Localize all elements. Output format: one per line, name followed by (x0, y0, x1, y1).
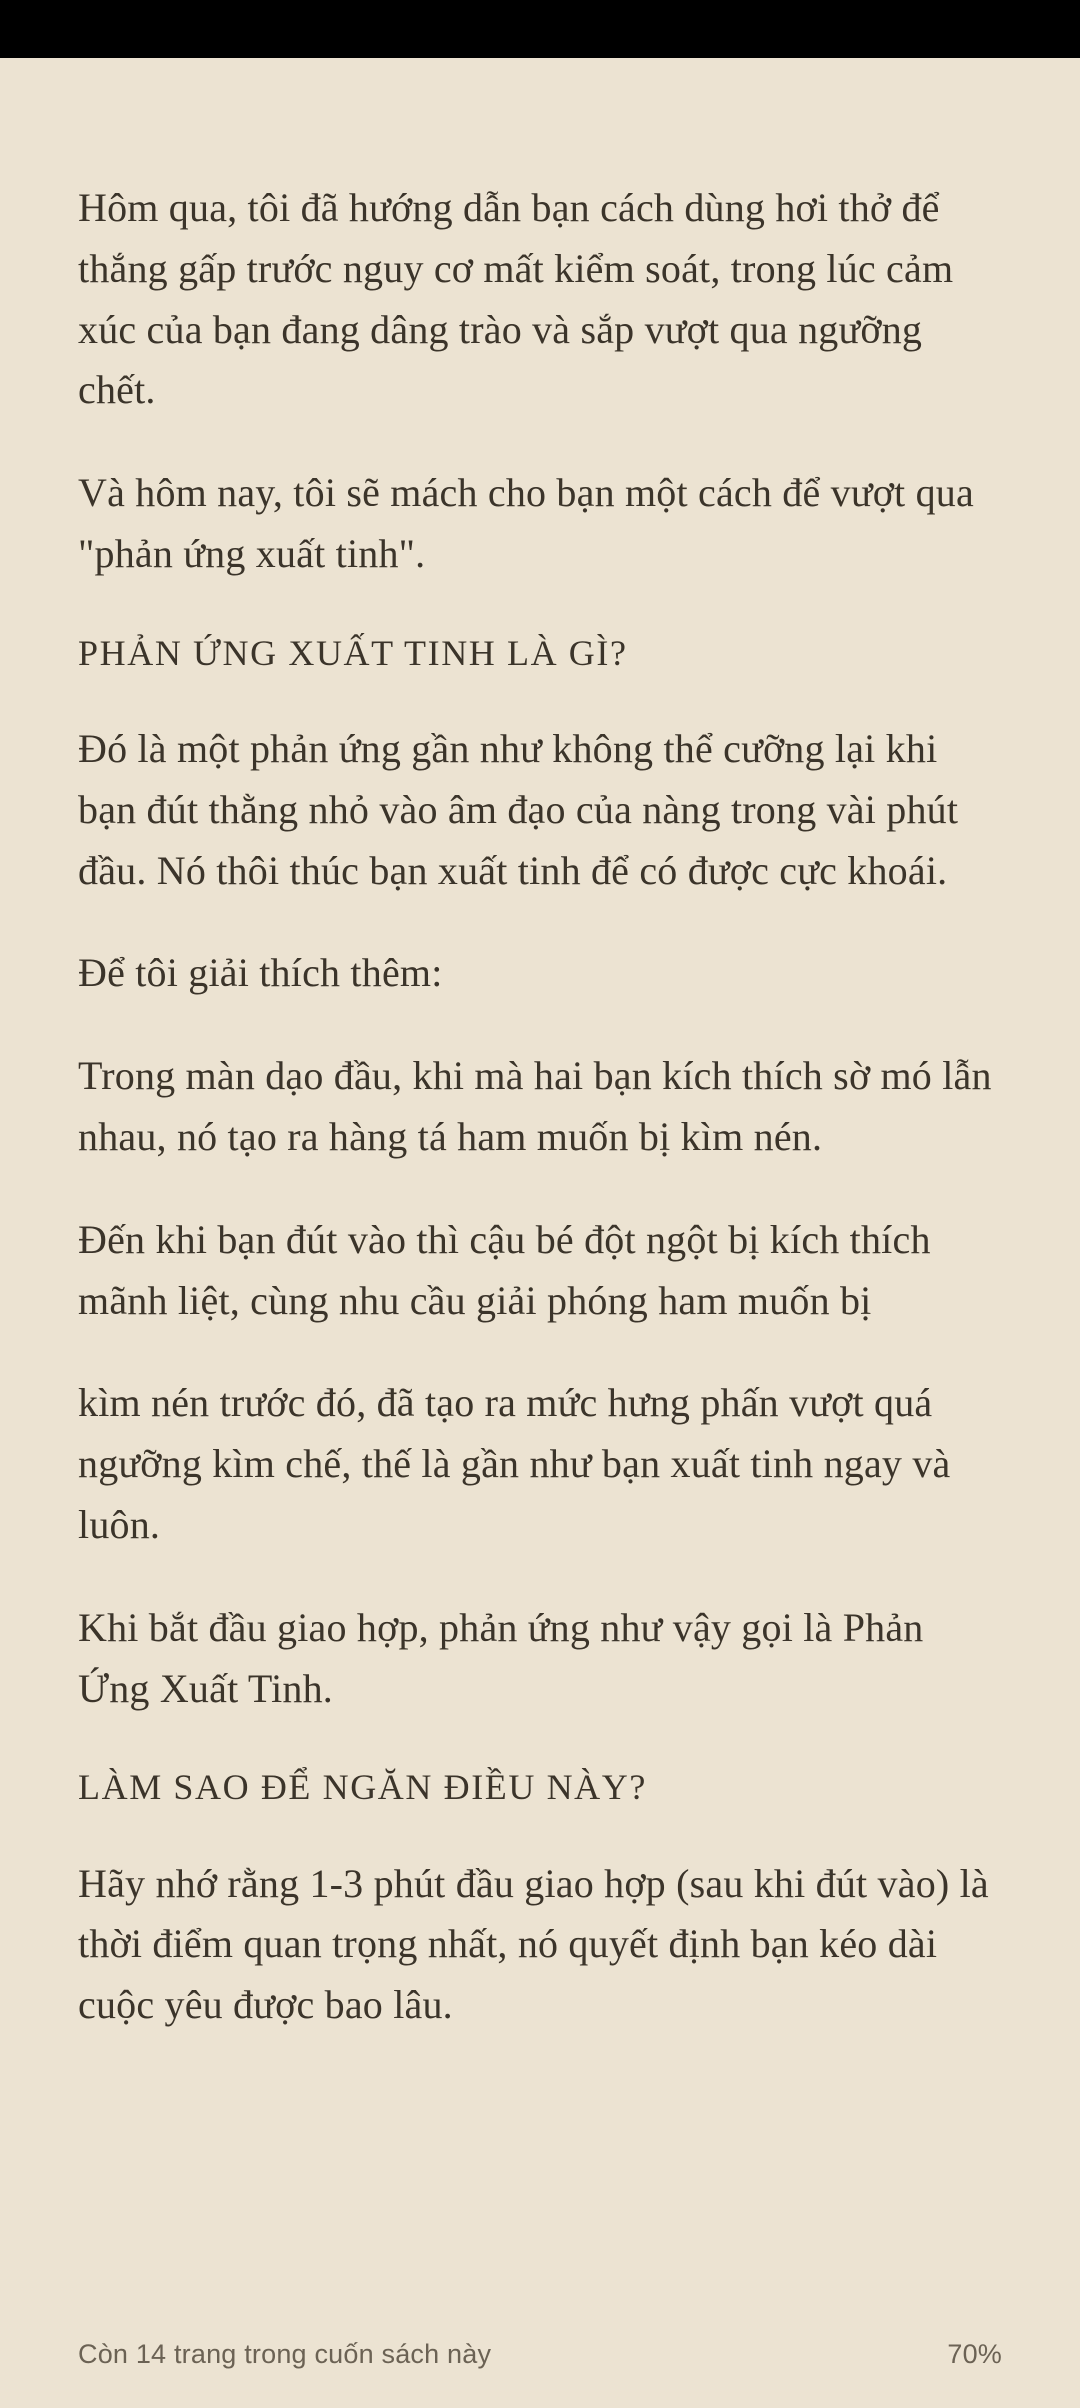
reading-progress-label: 70% (947, 2338, 1002, 2369)
pages-remaining-label: Còn 14 trang trong cuốn sách này (78, 2338, 492, 2369)
paragraph: Đến khi bạn đút vào thì cậu bé đột ngột bị kích thích mãnh liệt, cùng nhu cầu giải phóng ham muốn bị (78, 1216, 931, 1323)
paragraph: kìm nén trước đó, đã tạo ra mức hưng phấn vượt quá ngưỡng kìm chế, thế là gần như bạn xuất tinh ngay và luôn. (78, 1380, 951, 1547)
paragraph: Đó là một phản ứng gần như không thể cưỡng lại khi bạn đút thằng nhỏ vào âm đạo của nàng trong vài phút đầu. Nó thôi thúc bạn xuất tinh để có được cực khoái. (78, 725, 959, 893)
paragraph: Trong màn dạo đầu, khi mà hai bạn kích thích sờ mó lẫn nhau, nó tạo ra hàng tá ham muốn bị kìm nén. (78, 1053, 992, 1159)
reader-footer (0, 2300, 1080, 2408)
section-heading: LÀM SAO ĐỂ NGĂN ĐIỀU NÀY? (78, 1767, 647, 1808)
book-text-body (0, 58, 1080, 2036)
paragraph: Hôm qua, tôi đã hướng dẫn bạn cách dùng hơi thở để thắng gấp trước nguy cơ mất kiểm soát, trong lúc cảm xúc của bạn đang dâng trào và sắp vượt qua ngưỡng chết. (78, 185, 954, 413)
paragraph: Khi bắt đầu giao hợp, phản ứng như vậy gọi là Phản Ứng Xuất Tinh. (78, 1604, 924, 1711)
status-bar (0, 0, 1080, 58)
paragraph: Để tôi giải thích thêm: (78, 950, 443, 996)
section-heading: PHẢN ỨNG XUẤT TINH LÀ GÌ? (78, 632, 628, 673)
paragraph: Hãy nhớ rằng 1-3 phút đầu giao hợp (sau khi đút vào) là thời điểm quan trọng nhất, nó quyết định bạn kéo dài cuộc yêu được bao lâu. (78, 1860, 989, 2028)
paragraph: Và hôm nay, tôi sẽ mách cho bạn một cách để vượt qua "phản ứng xuất tinh". (78, 470, 974, 576)
reader-page[interactable] (0, 58, 1080, 2408)
